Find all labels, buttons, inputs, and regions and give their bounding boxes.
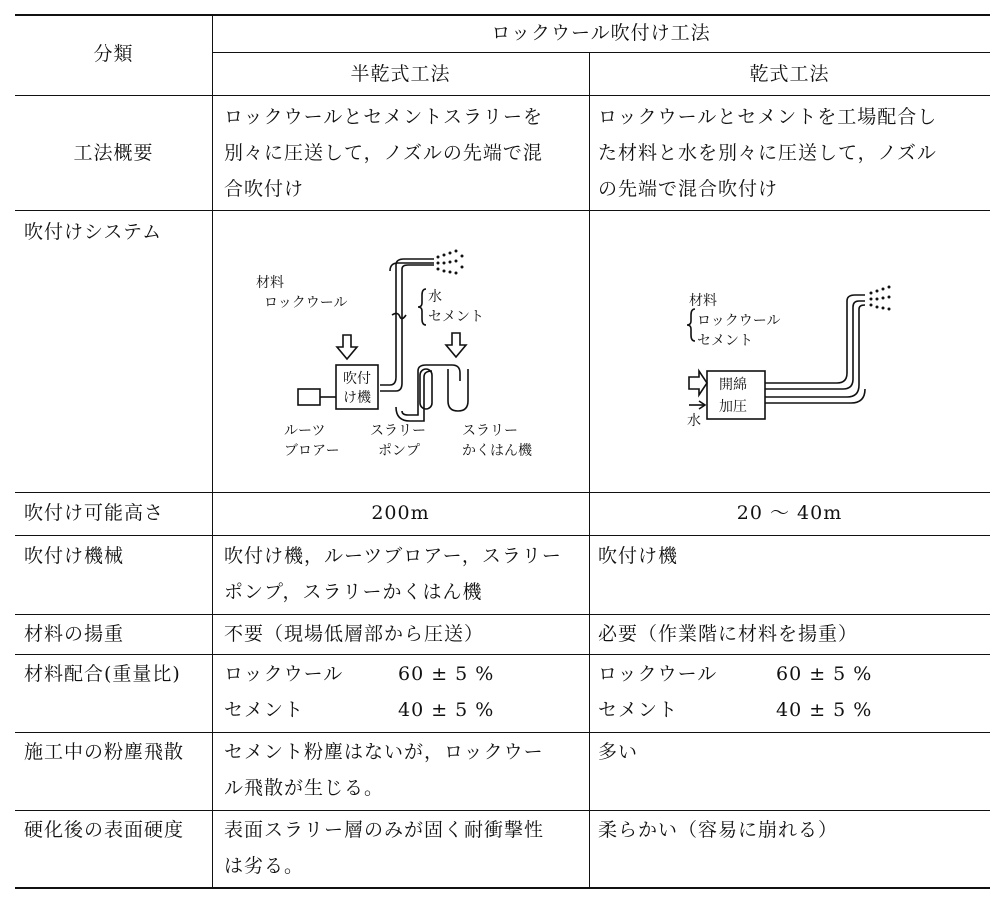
header-divider [212, 52, 990, 53]
overview-dry-line: た材料と水を別々に圧送して，ノズル [598, 142, 937, 164]
water-label: 水 [687, 413, 701, 429]
material-arrow [689, 371, 707, 395]
machinery-label: 吹付け機械 [24, 545, 125, 567]
machinery-semi-dry-line: 吹付け機，ルーツブロアー，スラリー [224, 545, 562, 567]
system-label: 吹付けシステム [24, 221, 163, 243]
height-dry: 20 ～ 40m [736, 502, 843, 524]
roots-blower-label: ルーツ [284, 423, 326, 439]
dust-semi-dry-line: ル飛散が生じる。 [224, 777, 385, 799]
roots-blower-label: ブロアー [284, 443, 340, 459]
row-border [15, 732, 990, 733]
slurry-pump [420, 369, 432, 409]
lifting-dry: 必要（作業階に材料を揚重） [598, 623, 859, 645]
lifting-semi-dry: 不要（現場低層部から圧送） [224, 623, 485, 645]
hardness-dry-line: 柔らかい（容易に崩れる） [598, 819, 839, 841]
dust-semi-dry-line: セメント粉塵はないが，ロックウー [224, 741, 544, 763]
slurry-mixer-label: かくはん機 [462, 443, 532, 459]
overview-label: 工法概要 [73, 142, 154, 164]
hardness-semi-dry-line: 表面スラリー層のみが固く耐衝撃性 [224, 819, 545, 841]
hardness-semi-dry-line: は劣る。 [224, 855, 305, 877]
mix-semi-dry-name: ロックウール [224, 663, 344, 685]
semi-dry-column-header: 半乾式工法 [350, 63, 451, 85]
hardness-label: 硬化後の表面硬度 [24, 819, 185, 841]
cement-label: セメント [697, 333, 753, 349]
mix-semi-dry-value: 60 ± 5 % [398, 663, 495, 685]
rockwool-label: ロックウール [264, 295, 348, 311]
mix-label: 材料配合(重量比) [24, 663, 181, 685]
group-title: ロックウール吹付け工法 [491, 22, 711, 44]
water-label: 水 [428, 289, 442, 305]
slurry-pump-label: ポンプ [378, 443, 420, 459]
lifting-label: 材料の揚重 [24, 623, 125, 645]
mix-dry-name: ロックウール [598, 663, 718, 685]
dust-label: 施工中の粉塵飛散 [24, 741, 185, 763]
mix-dry-value: 60 ± 5 % [776, 663, 873, 685]
dry-system-diagram [589, 211, 990, 491]
box-label: 加圧 [719, 399, 747, 415]
overview-semi-dry-line: 合吹付け [224, 178, 305, 200]
machine-label: け機 [343, 390, 371, 406]
row-border [15, 810, 990, 811]
box-label: 開綿 [719, 377, 747, 393]
roots-blower [298, 389, 320, 405]
dry-column-header: 乾式工法 [749, 63, 830, 85]
row-border [15, 95, 990, 96]
overview-semi-dry-line: 別々に圧送して，ノズルの先端で混 [224, 142, 543, 164]
height-semi-dry: 200m [371, 502, 430, 524]
slurry-pump-label: スラリー [370, 423, 426, 439]
row-border [15, 492, 990, 493]
break-mark [392, 313, 406, 318]
hose-line [380, 259, 434, 385]
cement-label: セメント [428, 309, 484, 325]
mix-semi-dry-value: 40 ± 5 % [398, 699, 495, 721]
cement-arrow [446, 333, 466, 357]
rockwool-label: ロックウール [697, 313, 781, 329]
machinery-dry-line: 吹付け機 [598, 545, 679, 567]
material-label: 材料 [689, 293, 717, 309]
brace [687, 309, 695, 341]
row-border [15, 614, 990, 615]
row-border [15, 535, 990, 536]
mix-dry-name: セメント [598, 699, 679, 721]
dust-dry-line: 多い [598, 741, 639, 763]
slurry-mixer-tank [448, 369, 468, 411]
machine-label: 吹付 [343, 371, 371, 387]
slurry-mixer-label: スラリー [462, 423, 518, 439]
material-label: 材料 [256, 275, 284, 291]
semi-dry-system-diagram [212, 211, 589, 491]
row-border [15, 654, 990, 655]
mix-dry-value: 40 ± 5 % [776, 699, 873, 721]
height-label: 吹付け可能高さ [24, 502, 165, 524]
rockwool-arrow [337, 335, 357, 359]
overview-semi-dry-line: ロックウールとセメントスラリーを [224, 106, 544, 128]
hose-line [765, 295, 865, 383]
overview-dry-line: ロックウールとセメントを工場配合し [598, 106, 938, 128]
machinery-semi-dry-line: ポンプ，スラリーかくはん機 [224, 581, 483, 603]
mix-semi-dry-name: セメント [224, 699, 305, 721]
brace [418, 289, 426, 325]
overview-dry-line: の先端で混合吹付け [598, 178, 779, 200]
classification-header: 分類 [93, 43, 134, 65]
table-bottom-border [15, 887, 990, 889]
